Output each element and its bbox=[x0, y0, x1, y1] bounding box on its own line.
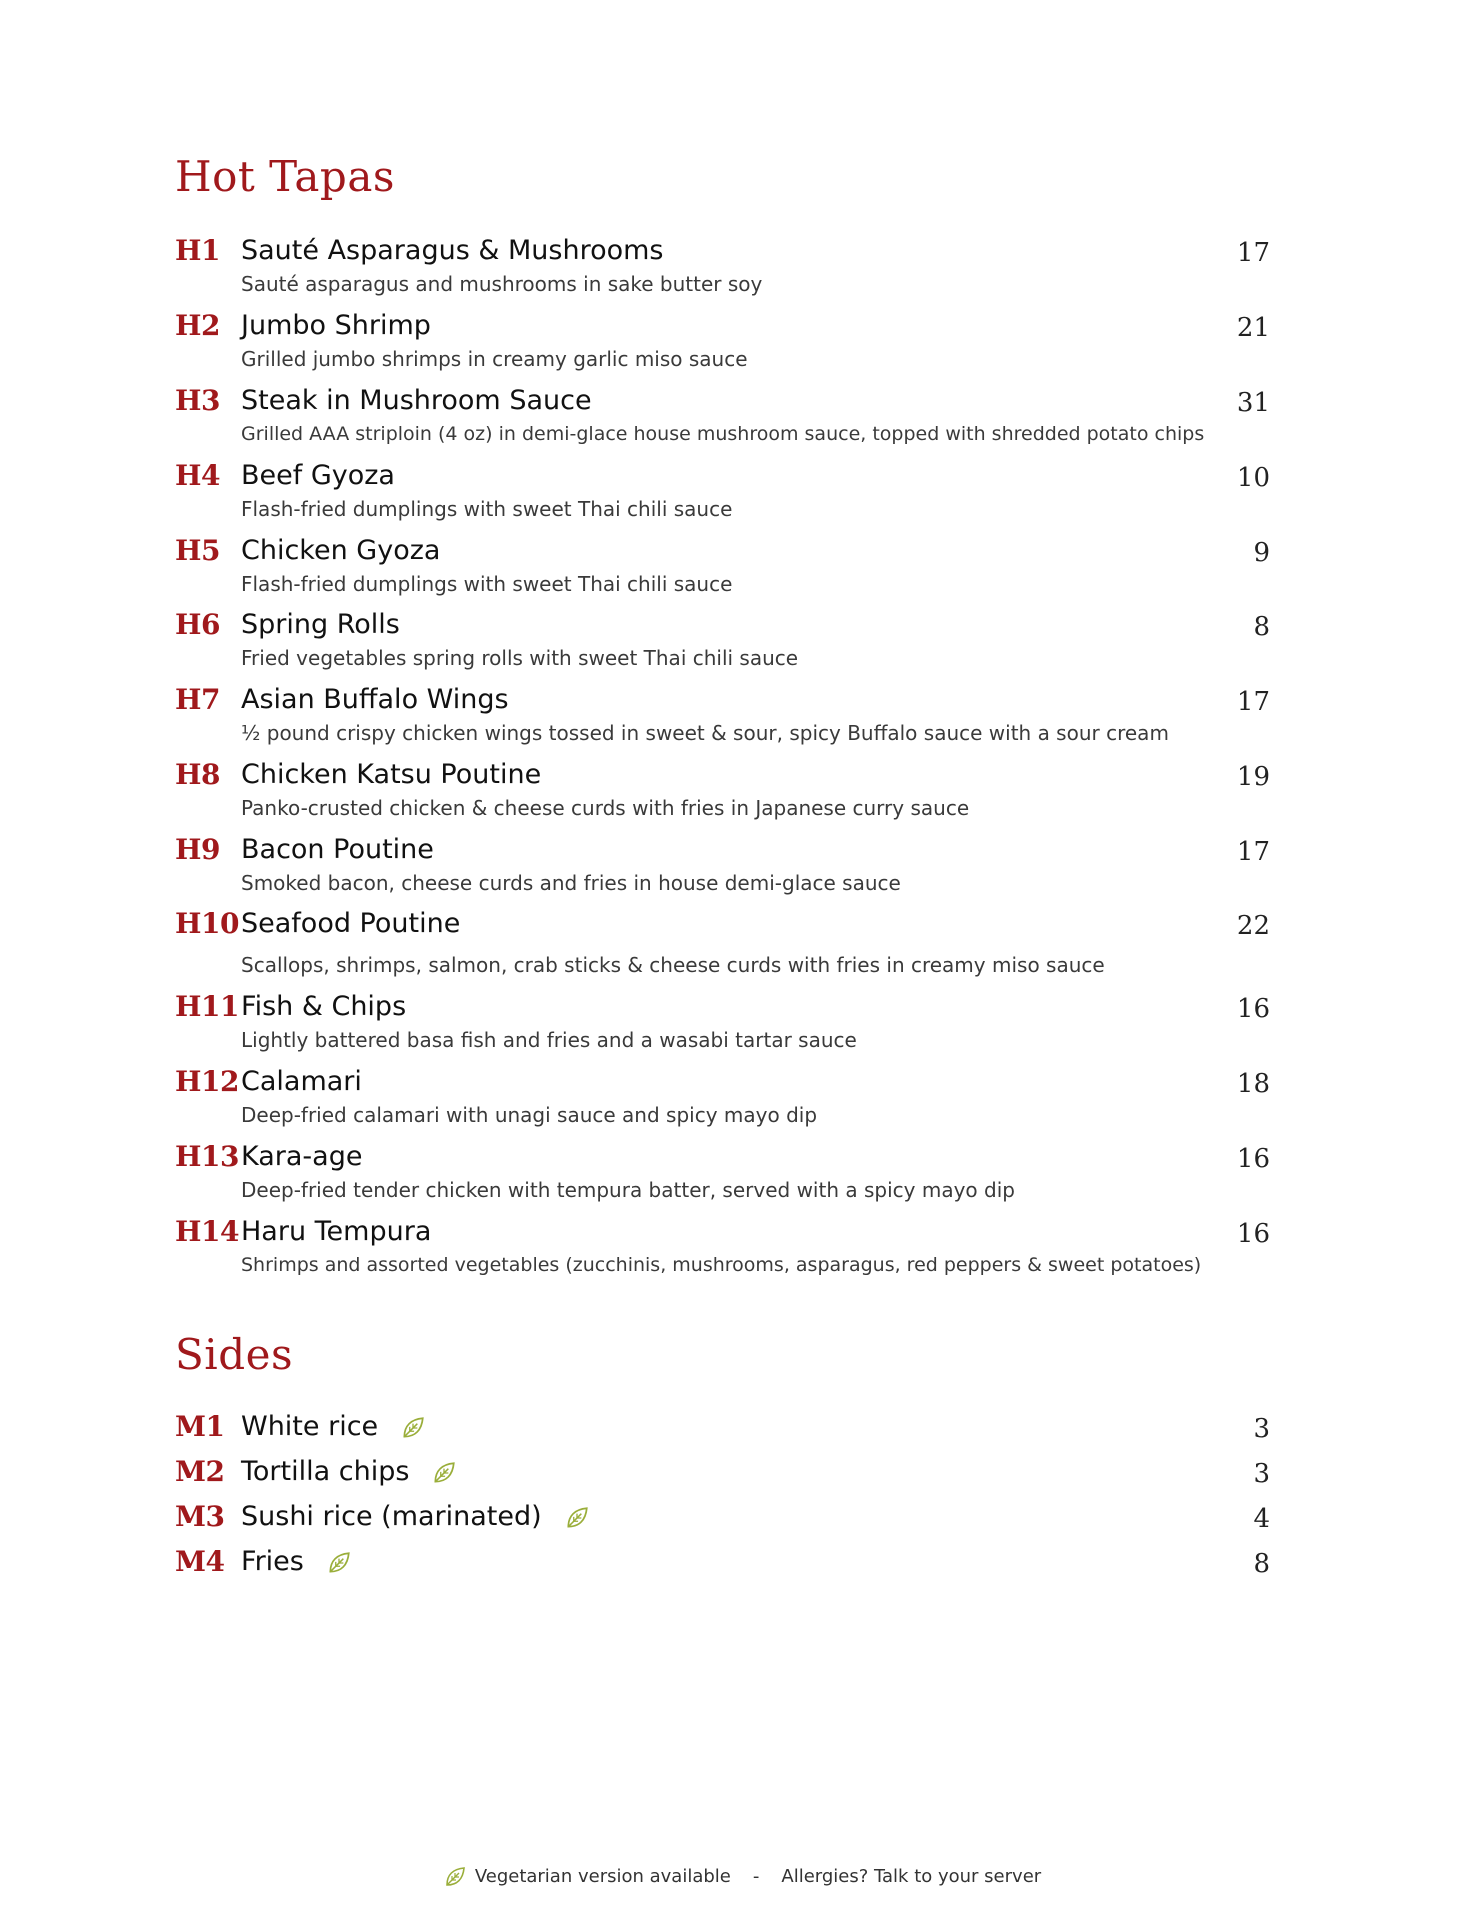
allergy-note: Allergies? Talk to your server bbox=[781, 1866, 1042, 1887]
item-code: H12 bbox=[175, 1065, 239, 1098]
item-name: Jumbo Shrimp bbox=[241, 310, 431, 341]
item-name: Steak in Mushroom Sauce bbox=[241, 385, 592, 416]
item-code: M1 bbox=[175, 1410, 225, 1443]
footer-note bbox=[0, 1865, 1484, 1889]
item-code: H5 bbox=[175, 534, 220, 567]
item-name: Tortilla chips bbox=[241, 1456, 410, 1487]
item-description: Lightly battered basa fish and fries and a wasabi tartar sauce bbox=[241, 1028, 857, 1052]
item-name: Asian Buffalo Wings bbox=[241, 684, 509, 715]
item-price: 9 bbox=[1253, 538, 1270, 568]
section-title-hot-tapas: Hot Tapas bbox=[175, 152, 395, 201]
item-price: 21 bbox=[1236, 313, 1270, 343]
item-name: Chicken Katsu Poutine bbox=[241, 759, 542, 790]
item-price: 8 bbox=[1253, 1549, 1270, 1579]
item-description: ½ pound crispy chicken wings tossed in sweet & sour, spicy Buffalo sauce with a sour cream bbox=[241, 721, 1169, 745]
item-code: M4 bbox=[175, 1545, 225, 1578]
item-name: Fish & Chips bbox=[241, 991, 407, 1022]
item-description: Grilled jumbo shrimps in creamy garlic miso sauce bbox=[241, 347, 748, 371]
vegetarian-note: Vegetarian version available bbox=[474, 1866, 731, 1887]
item-code: H3 bbox=[175, 384, 220, 417]
item-description: Flash-fried dumplings with sweet Thai chili sauce bbox=[241, 497, 733, 521]
leaf-icon bbox=[400, 1415, 426, 1441]
item-code: H14 bbox=[175, 1215, 239, 1248]
item-name: Sushi rice (marinated) bbox=[241, 1501, 542, 1532]
item-code: M2 bbox=[175, 1455, 225, 1488]
item-description: Smoked bacon, cheese curds and fries in house demi-glace sauce bbox=[241, 871, 901, 895]
item-name: Kara-age bbox=[241, 1141, 363, 1172]
leaf-icon bbox=[564, 1505, 590, 1531]
item-price: 19 bbox=[1236, 762, 1270, 792]
menu-item bbox=[175, 1215, 1270, 1285]
section-title-sides: Sides bbox=[175, 1330, 293, 1379]
item-price: 3 bbox=[1253, 1459, 1270, 1489]
item-price: 10 bbox=[1236, 463, 1270, 493]
item-description: Deep-fried tender chicken with tempura batter, served with a spicy mayo dip bbox=[241, 1178, 1015, 1202]
leaf-icon bbox=[326, 1550, 352, 1576]
item-code: H2 bbox=[175, 309, 220, 342]
menu-item bbox=[175, 1410, 1270, 1450]
item-code: H6 bbox=[175, 608, 220, 641]
item-code: H13 bbox=[175, 1140, 239, 1173]
menu-item bbox=[175, 459, 1270, 529]
item-code: H8 bbox=[175, 758, 220, 791]
item-price: 8 bbox=[1253, 612, 1270, 642]
menu-item bbox=[175, 534, 1270, 604]
item-price: 17 bbox=[1236, 837, 1270, 867]
item-name: Sauté Asparagus & Mushrooms bbox=[241, 235, 664, 266]
menu-item bbox=[175, 1500, 1270, 1540]
item-code: H4 bbox=[175, 459, 220, 492]
menu-item bbox=[175, 1545, 1270, 1585]
item-description: Shrimps and assorted vegetables (zucchinis, mushrooms, asparagus, red peppers & sweet potatoes) bbox=[241, 1254, 1202, 1276]
item-price: 17 bbox=[1236, 687, 1270, 717]
item-code: H9 bbox=[175, 833, 220, 866]
menu-item bbox=[175, 907, 1270, 977]
item-code: H11 bbox=[175, 990, 239, 1023]
item-description: Sauté asparagus and mushrooms in sake butter soy bbox=[241, 272, 763, 296]
item-price: 31 bbox=[1236, 388, 1270, 418]
menu-item bbox=[175, 990, 1270, 1060]
item-name: Calamari bbox=[241, 1066, 362, 1097]
menu-item bbox=[175, 833, 1270, 903]
menu-item bbox=[175, 1455, 1270, 1495]
menu-item bbox=[175, 1065, 1270, 1135]
item-description: Flash-fried dumplings with sweet Thai chili sauce bbox=[241, 572, 733, 596]
menu-item bbox=[175, 309, 1270, 379]
item-name: Bacon Poutine bbox=[241, 834, 434, 865]
item-name: Beef Gyoza bbox=[241, 460, 395, 491]
item-price: 16 bbox=[1236, 994, 1270, 1024]
menu-item bbox=[175, 683, 1270, 753]
item-description: Grilled AAA striploin (4 oz) in demi-glace house mushroom sauce, topped with shredded potato chips bbox=[241, 423, 1205, 445]
item-description: Deep-fried calamari with unagi sauce and spicy mayo dip bbox=[241, 1103, 818, 1127]
item-name: Seafood Poutine bbox=[241, 908, 461, 939]
item-price: 22 bbox=[1236, 911, 1270, 941]
item-name: Haru Tempura bbox=[241, 1216, 432, 1247]
item-price: 4 bbox=[1253, 1504, 1270, 1534]
item-code: H10 bbox=[175, 907, 239, 940]
leaf-icon bbox=[431, 1460, 457, 1486]
item-price: 16 bbox=[1236, 1144, 1270, 1174]
item-code: H7 bbox=[175, 683, 220, 716]
item-price: 3 bbox=[1253, 1414, 1270, 1444]
item-price: 16 bbox=[1236, 1219, 1270, 1249]
item-price: 17 bbox=[1236, 238, 1270, 268]
item-name: Fries bbox=[241, 1546, 304, 1577]
menu-item bbox=[175, 1140, 1270, 1210]
item-name: White rice bbox=[241, 1411, 379, 1442]
item-name: Spring Rolls bbox=[241, 609, 400, 640]
item-description: Panko-crusted chicken & cheese curds with fries in Japanese curry sauce bbox=[241, 796, 970, 820]
item-code: H1 bbox=[175, 234, 220, 267]
item-description: Fried vegetables spring rolls with sweet Thai chili sauce bbox=[241, 646, 799, 670]
menu-item bbox=[175, 234, 1270, 304]
menu-item bbox=[175, 758, 1270, 828]
item-code: M3 bbox=[175, 1500, 225, 1533]
item-price: 18 bbox=[1236, 1069, 1270, 1099]
footer-separator: - bbox=[752, 1866, 760, 1887]
item-name: Chicken Gyoza bbox=[241, 535, 441, 566]
menu-item bbox=[175, 384, 1270, 454]
leaf-icon bbox=[443, 1865, 467, 1889]
item-description: Scallops, shrimps, salmon, crab sticks & cheese curds with fries in creamy miso sauce bbox=[241, 953, 1105, 977]
menu-item bbox=[175, 608, 1270, 678]
